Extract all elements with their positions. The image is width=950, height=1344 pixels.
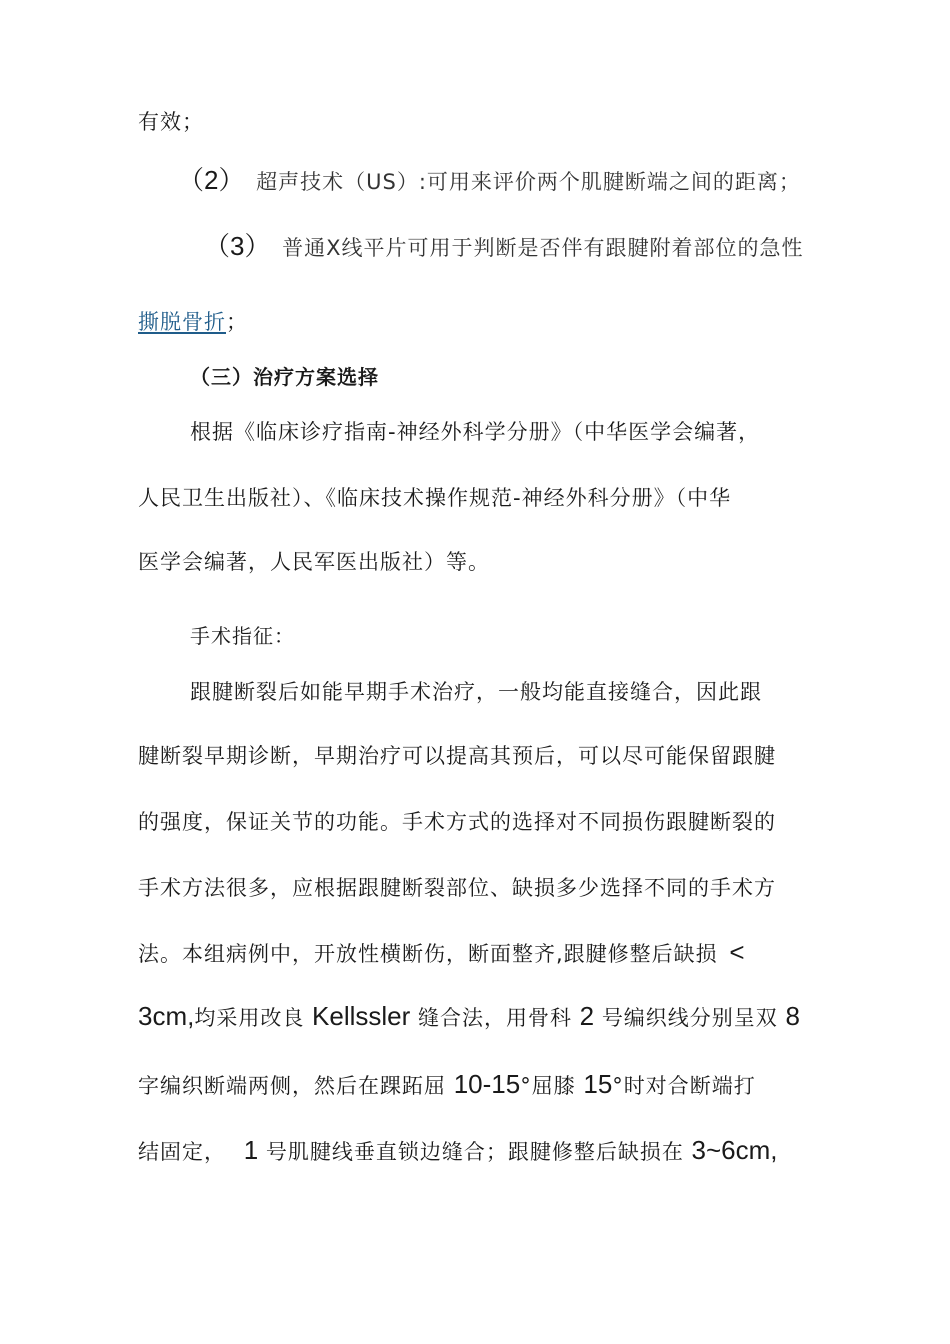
- number-segment: 8: [785, 1001, 800, 1031]
- list-number: （3）: [204, 231, 271, 261]
- paragraph-line: 跟腱断裂后如能早期手术治疗，一般均能直接缝合，因此跟: [190, 680, 762, 704]
- paragraph-line: [138, 1070, 756, 1100]
- paragraph-line: 手术方法很多，应根据跟腱断裂部位、缺损多少选择不同的手术方: [138, 876, 776, 900]
- paragraph-line: [138, 1002, 800, 1032]
- punctuation: ；: [226, 310, 248, 334]
- text-segment: 号肌腱线垂直锁边缝合；跟腱修整后缺损在: [265, 1140, 684, 1164]
- term-segment: Kellssler: [312, 1001, 411, 1031]
- text-segment: °屈膝: [520, 1074, 576, 1098]
- text-segment: 字编织断端两侧，然后在踝跖屈: [138, 1074, 446, 1098]
- number-segment: 3~6cm,: [691, 1135, 778, 1165]
- text-line: [138, 308, 248, 336]
- number-segment: 3cm,: [138, 1001, 195, 1031]
- list-item-3: [204, 232, 804, 262]
- text-segment: 均采用改良: [194, 1006, 305, 1030]
- section-heading: （三）治疗方案选择: [190, 365, 379, 389]
- number-segment: 2: [579, 1001, 595, 1031]
- list-text: 超声技术（US）:可用来评价两个肌腱断端之间的距离；: [256, 170, 801, 194]
- list-text: 普通X线平片可用于判断是否伴有跟腱附着部位的急性: [282, 236, 804, 260]
- paragraph-line: 人民卫生出版社）、《临床技术操作规范-神经外科分册》（中华: [138, 486, 732, 510]
- text-line: 有效；: [138, 110, 204, 134]
- list-item-2: [178, 166, 801, 196]
- number-segment: 10-15: [453, 1069, 521, 1099]
- symbol-segment: <: [729, 937, 745, 967]
- paragraph-line: 医学会编著，人民军医出版社）等。: [138, 550, 490, 574]
- paragraph-line: [138, 1136, 778, 1166]
- text-segment: 结固定，: [138, 1140, 226, 1164]
- text-segment: 号编织线分别呈双: [601, 1006, 778, 1030]
- number-segment: 1: [243, 1135, 259, 1165]
- text-segment: 法。本组病例中，开放性横断伤，断面整齐,跟腱修整后缺损: [138, 942, 718, 966]
- text-segment: °时对合断端打: [612, 1074, 756, 1098]
- list-number: （2）: [178, 165, 245, 195]
- avulsion-fracture-link[interactable]: 撕脱骨折: [138, 310, 226, 334]
- paragraph-line: 腱断裂早期诊断，早期治疗可以提高其预后，可以尽可能保留跟腱: [138, 744, 776, 768]
- paragraph-line: 根据《临床诊疗指南-神经外科学分册》（中华医学会编著，: [190, 420, 761, 444]
- surgery-indication-heading: 手术指征：: [190, 624, 295, 648]
- number-segment: 15: [583, 1069, 613, 1099]
- text-segment: 缝合法，用骨科: [417, 1006, 572, 1030]
- paragraph-line: [138, 938, 745, 968]
- paragraph-line: 的强度，保证关节的功能。手术方式的选择对不同损伤跟腱断裂的: [138, 810, 776, 834]
